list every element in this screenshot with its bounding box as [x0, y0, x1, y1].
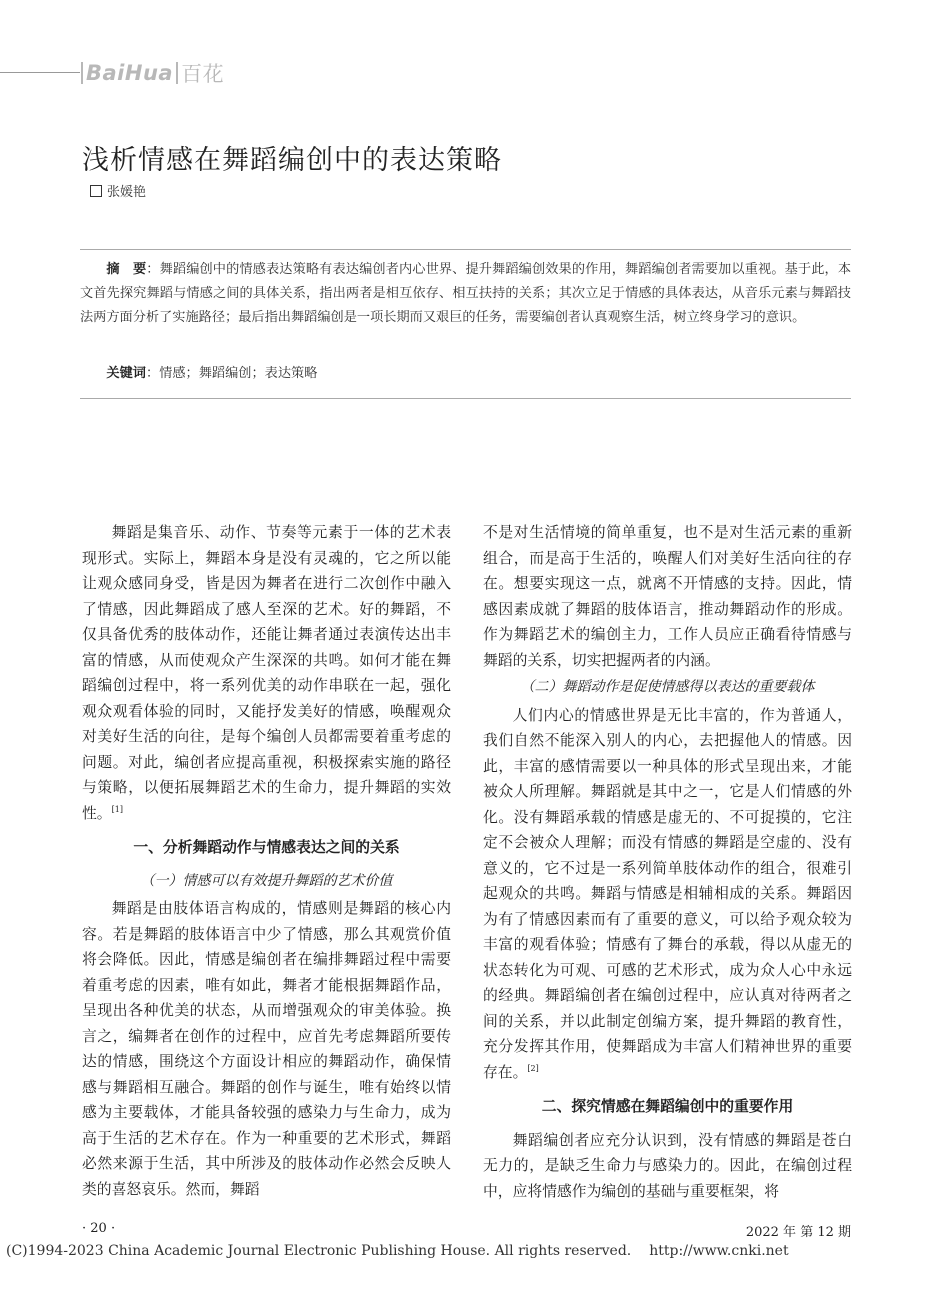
body-column-right	[483, 520, 852, 1210]
copyright-text: (C)1994-2023 China Academic Journal Electronic Publishing House. All rights reserved.	[6, 1243, 632, 1259]
author-name: 张媛艳	[107, 185, 147, 200]
cnki-link[interactable]: http://www.cnki.net	[649, 1243, 789, 1259]
subsection-heading: （二）舞蹈动作是促使情感得以表达的重要载体	[520, 679, 815, 695]
journal-masthead	[78, 56, 224, 90]
body-paragraph-continued: 不是对生活情境的简单重复，也不是对生活元素的重新组合，而是高于生活的，唤醒人们对美好生活向往的存在。想要实现这一点，就离不开情感的支持。因此，情感因素成就了舞蹈的肢体语言，推动舞蹈动作的形成。作为舞蹈艺术的编创主力，工作人员应正确看待情感与舞蹈的关系，切实把握两者的内涵。	[483, 524, 852, 669]
subsection-heading: （一）情感可以有效提升舞蹈的艺术价值	[140, 872, 393, 889]
article-title: 浅析情感在舞蹈编创中的表达策略	[82, 145, 502, 176]
paragraph-text: 舞蹈是集音乐、动作、节奏等元素于一体的艺术表现形式。实际上，舞蹈本身是没有灵魂的，它之所以能让观众感同身受，皆是因为舞者在进行二次创作中融入了情感，因此舞蹈成了感人至深的艺术。好的舞蹈，不仅具备优秀的肢体动作，还能让舞者通过表演传达出丰富的情感，从而使观众产生深深的共鸣。如何才能在舞蹈编创过程中，将一系列优美的动作串联在一起，强化观众观看体验的同时，又能抒发美好的情感，唤醒观众对美好生活的向往，是每个编创人员都需要着重考虑的问题。对此，编创者应提高重视，积极探索实施的路径与策略，以便拓展舞蹈艺术的生命力，提升舞蹈的实效性。	[82, 524, 451, 822]
abstract-text: ：舞蹈编创中的情感表达策略有表达编创者内心世界、提升舞蹈编创效果的作用，舞蹈编创者需要加以重视。基于此，本文首先探究舞蹈与情感之间的具体关系，指出两者是相互依存、相互扶持的关系；其次立足于情感的具体表达，从音乐元素与舞蹈技法两方面分析了实施路径；最后指出舞蹈编创是一项长期而又艰巨的任务，需要编创者认真观察生活，树立终身学习的意识。	[80, 262, 852, 325]
abstract-top-rule	[80, 249, 851, 250]
journal-brand-latin: BaiHua	[86, 61, 174, 85]
masthead-divider	[81, 62, 83, 84]
body-paragraph: 舞蹈是由肢体语言构成的，情感则是舞蹈的核心内容。若是舞蹈的肢体语言中少了情感，那么其观赏价值将会降低。因此，情感是编创者在编排舞蹈过程中需要着重考虑的因素，唯有如此，舞者才能根据舞蹈作品，呈现出各种优美的状态，从而增强观众的审美体验。换言之，编舞者在创作的过程中，应首先考虑舞蹈所要传达的情感，围绕这个方面设计相应的舞蹈动作，确保情感与舞蹈相互融合。舞蹈的创作与诞生，唯有始终以情感为主要载体，才能具备较强的感染力与生命力，成为高于生活的艺术存在。作为一种重要的艺术形式，舞蹈必然来源于生活，其中所涉及的肢体动作必然会反映人类的喜怒哀乐。然而，舞蹈	[82, 900, 451, 1198]
body-paragraph	[483, 703, 852, 1086]
keywords-block	[80, 362, 317, 381]
journal-brand-chinese: 百花	[181, 62, 225, 86]
author-box-icon	[90, 185, 102, 197]
author-line	[90, 181, 146, 200]
body-paragraph	[82, 520, 451, 826]
body-paragraph: 舞蹈编创者应充分认识到，没有情感的舞蹈是苍白无力的，是缺乏生命力与感染力的。因此，在编创过程中，应将情感作为编创的基础与重要框架，将	[483, 1131, 852, 1200]
masthead-rule	[0, 72, 80, 73]
abstract-label: 摘 要	[106, 262, 147, 277]
abstract-bottom-rule	[80, 398, 851, 399]
page-number: · 20 ·	[82, 1221, 116, 1236]
reference-marker: [2]	[527, 1063, 539, 1073]
body-column-left	[82, 520, 451, 1210]
copyright-line	[6, 1243, 789, 1259]
keywords-text: ：情感；舞蹈编创；表达策略	[145, 366, 318, 381]
abstract-block	[80, 258, 851, 330]
masthead-divider	[176, 62, 178, 84]
section-heading: 一、分析舞蹈动作与情感表达之间的关系	[133, 839, 400, 856]
paragraph-text: 人们内心的情感世界是无比丰富的，作为普通人，我们自然不能深入别人的内心，去把握他人的情感。因此，丰富的感情需要以一种具体的形式呈现出来，才能被众人所理解。舞蹈就是其中之一，它是人们情感的外化。没有舞蹈承载的情感是虚无的、不可捉摸的，它注定不会被众人理解；而没有情感的舞蹈是空虚的、没有意义的，它不过是一系列简单肢体动作的组合，很难引起观众的共鸣。舞蹈与情感是相辅相成的关系。舞蹈因为有了情感因素而有了重要的意义，可以给予观众较为丰富的观看体验；情感有了舞台的承载，得以从虚无的状态转化为可观、可感的艺术形式，成为众人心中永远的经典。舞蹈编创者在编创过程中，应认真对待两者之间的关系，并以此制定创编方案，提升舞蹈的教育性，充分发挥其作用，使舞蹈成为丰富人们精神世界的重要存在。	[483, 706, 852, 1081]
issue-label: 2022 年 第 12 期	[745, 1225, 851, 1240]
keywords-label: 关键词	[106, 366, 146, 381]
reference-marker: [1]	[111, 804, 123, 814]
section-heading: 二、探究情感在舞蹈编创中的重要作用	[541, 1098, 794, 1115]
